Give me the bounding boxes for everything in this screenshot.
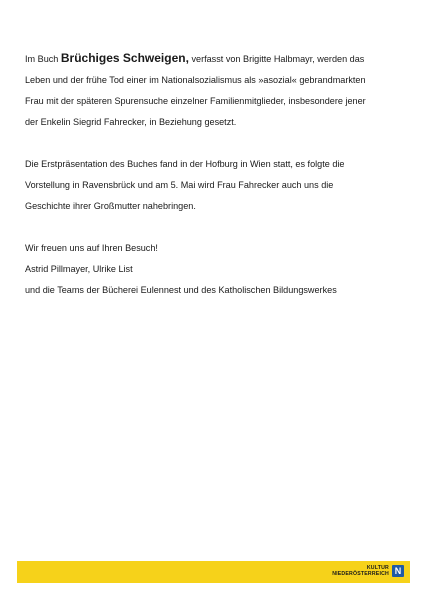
- brand-line-kultur: KULTUR: [366, 565, 389, 571]
- paragraph-intro-line-3: Frau mit der späteren Spurensuche einzelner Familienmitglieder, insbesondere jener: [25, 96, 366, 106]
- brand-text: [332, 565, 389, 577]
- paragraph-intro-line-2: Leben und der frühe Tod einer im Nationalsozialismus als »asozial« gebrandmarkten: [25, 75, 366, 85]
- closing-greeting: Wir freuen uns auf Ihren Besuch!: [25, 243, 158, 253]
- paragraph-spacer: [25, 217, 410, 238]
- paragraph-intro: [25, 48, 410, 133]
- paragraph-presentation-line-3: Geschichte ihrer Großmutter nahebringen.: [25, 201, 196, 211]
- closing-block: [25, 238, 410, 301]
- brand-line-niederoesterreich: NIEDERÖSTERREICH: [332, 571, 389, 577]
- paragraph-spacer: [25, 133, 410, 154]
- closing-teams: und die Teams der Bücherei Eulennest und des Katholischen Bildungswerkes: [25, 285, 337, 295]
- paragraph-presentation-line-1: Die Erstpräsentation des Buches fand in der Hofburg in Wien statt, es folgte die: [25, 159, 345, 169]
- footer-bar: [17, 561, 410, 583]
- book-title: Brüchiges Schweigen,: [60, 51, 189, 65]
- closing-names: Astrid Pillmayer, Ulrike List: [25, 264, 133, 274]
- paragraph-intro-line-1: [25, 48, 410, 70]
- paragraph-presentation: [25, 154, 410, 217]
- intro-line-1-rest: verfasst von Brigitte Halbmayr, werden das: [188, 54, 365, 64]
- intro-text: Im Buch: [25, 54, 61, 64]
- niederoesterreich-logo-icon: N: [392, 565, 404, 577]
- document-body: [25, 48, 410, 301]
- paragraph-intro-line-4: der Enkelin Siegrid Fahrecker, in Beziehung gesetzt.: [25, 117, 237, 127]
- footer-brand: [332, 565, 404, 577]
- paragraph-presentation-line-2: Vorstellung in Ravensbrück und am 5. Mai wird Frau Fahrecker auch uns die: [25, 180, 334, 190]
